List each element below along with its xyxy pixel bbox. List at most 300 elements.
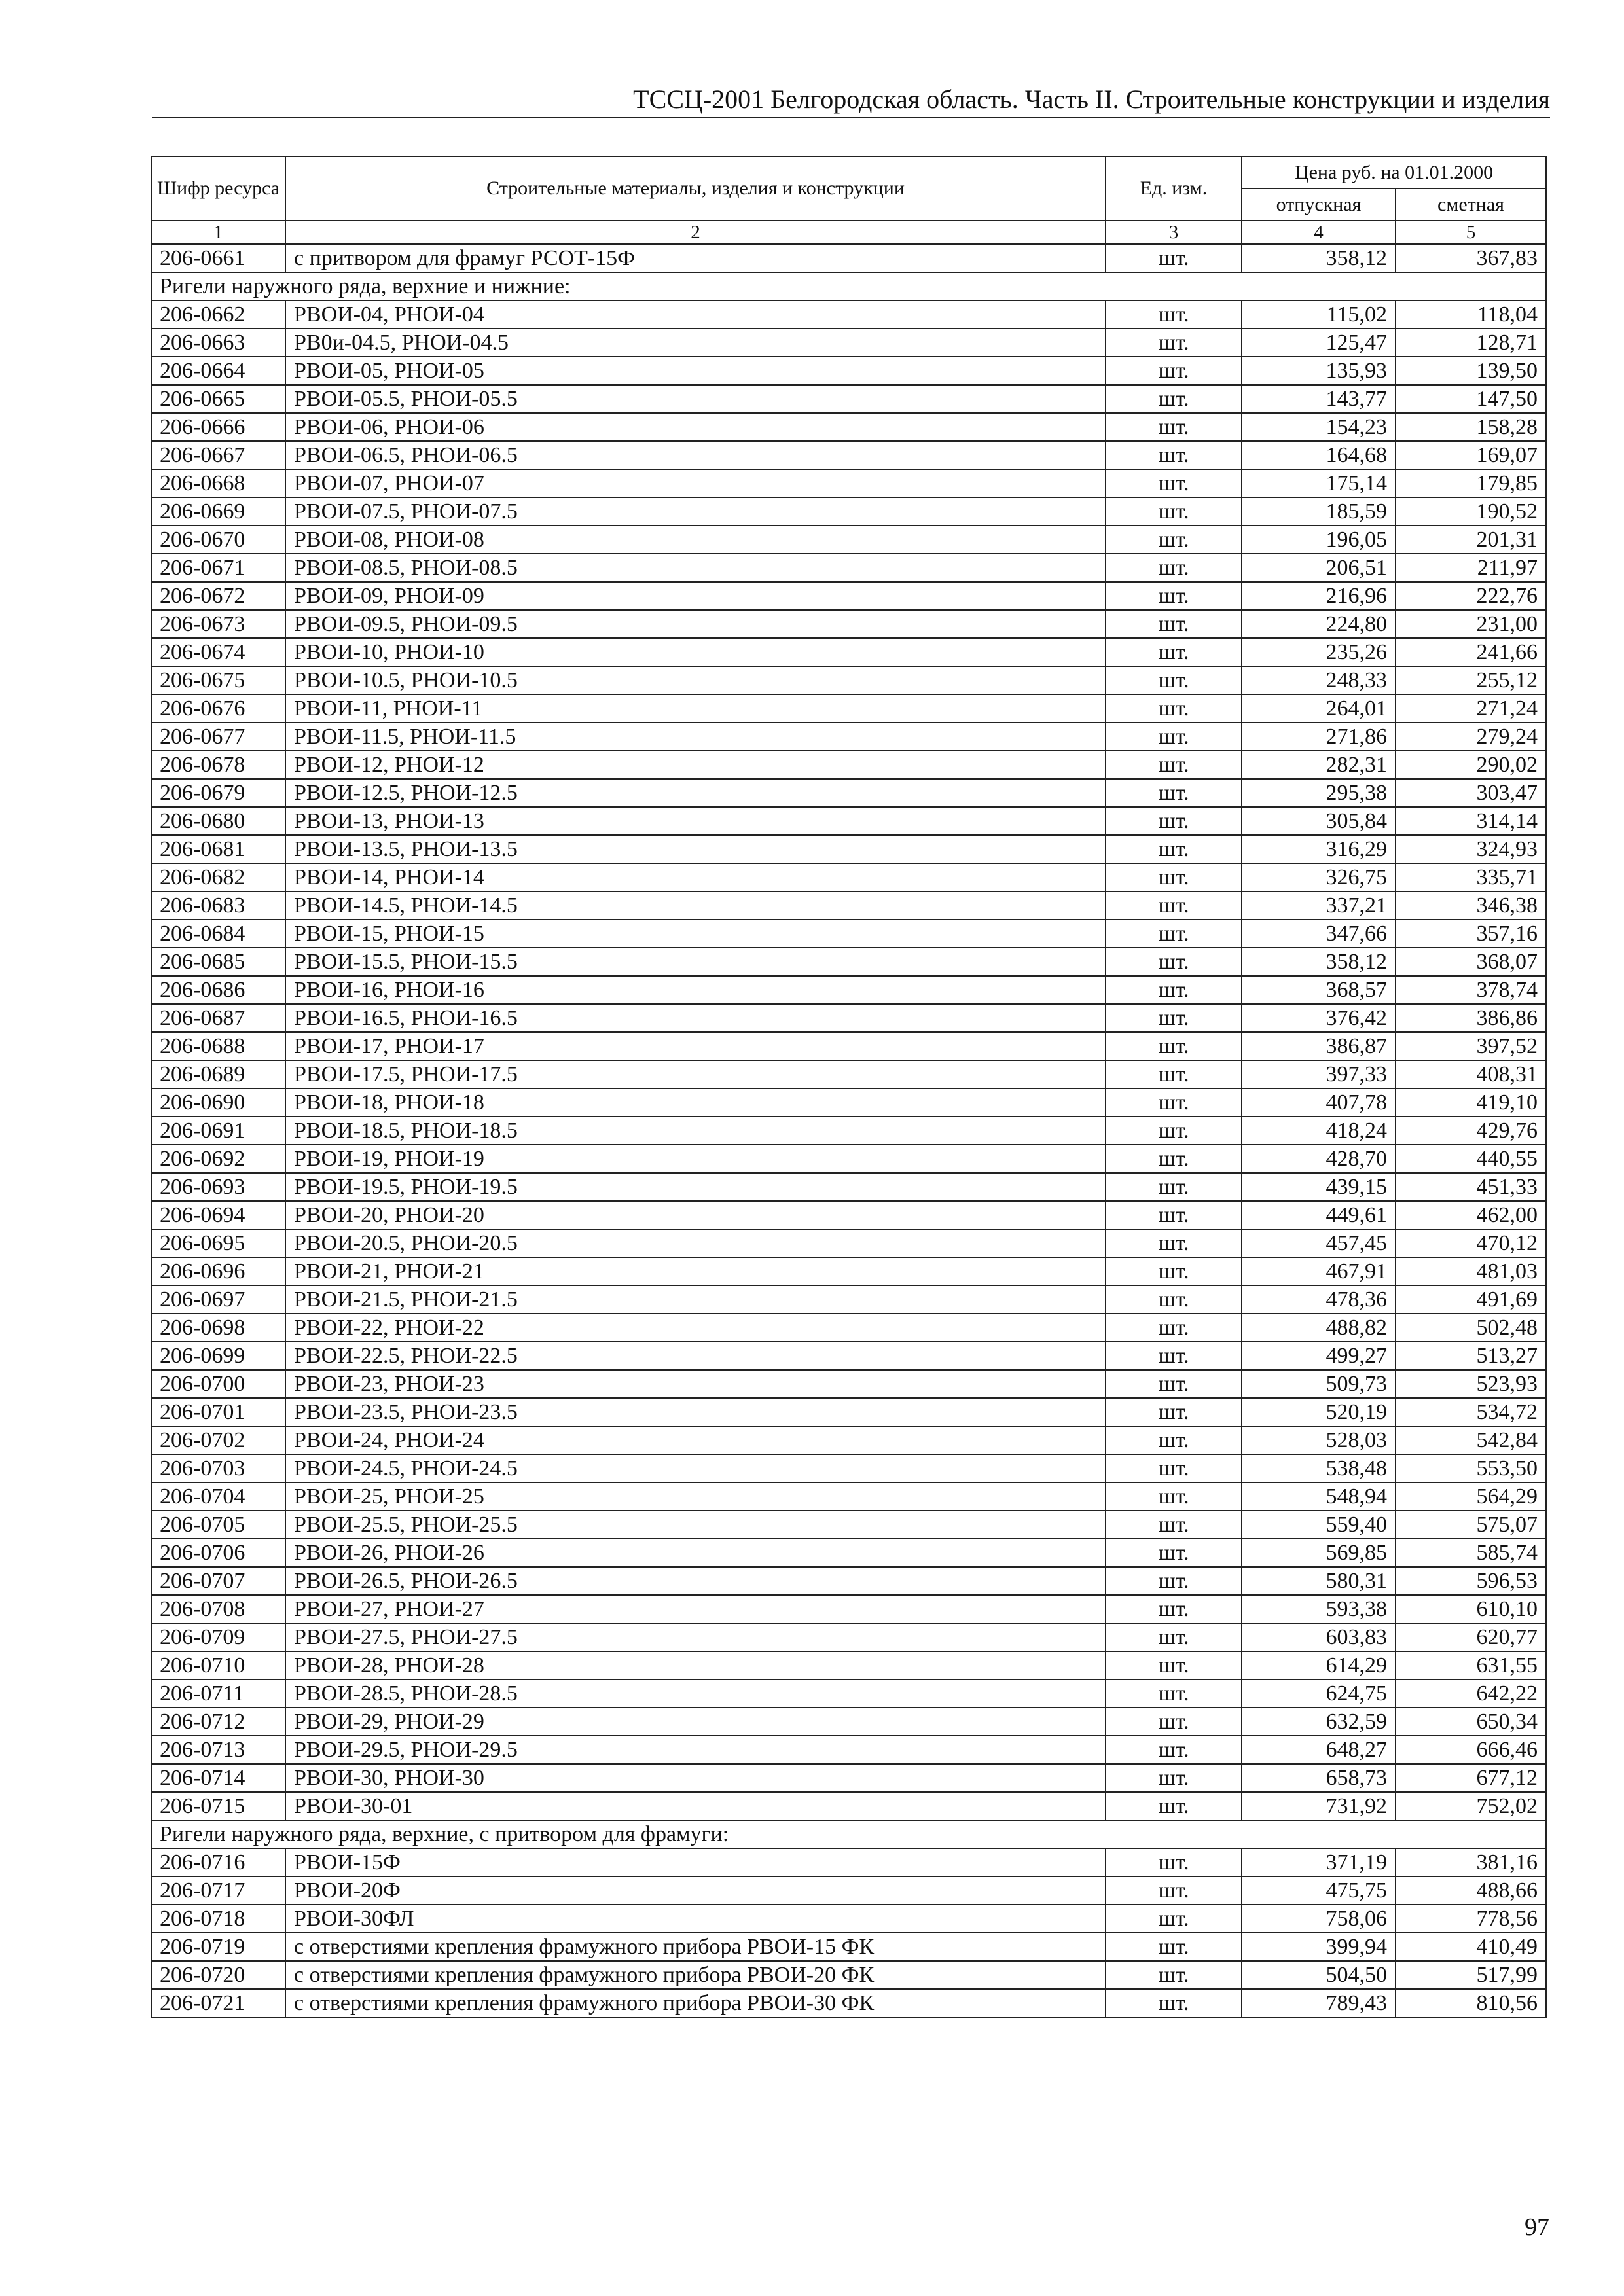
cell-name: РВОИ-29, РНОИ-29	[285, 1708, 1106, 1736]
column-number: 5	[1396, 221, 1546, 244]
cell-name: РВОИ-10, РНОИ-10	[285, 638, 1106, 666]
cell-unit: шт.	[1106, 948, 1242, 976]
cell-unit: шт.	[1106, 1370, 1242, 1398]
table-row	[151, 976, 1546, 1004]
cell-name: РВОИ-19.5, РНОИ-19.5	[285, 1173, 1106, 1201]
table-row	[151, 1848, 1546, 1876]
cell-name: РВОИ-28, РНОИ-28	[285, 1651, 1106, 1679]
cell-estimate-price: 620,77	[1396, 1623, 1546, 1651]
cell-estimate-price: 357,16	[1396, 920, 1546, 948]
cell-release-price: 399,94	[1242, 1933, 1396, 1961]
cell-release-price: 175,14	[1242, 469, 1396, 497]
cell-name: РВОИ-26.5, РНОИ-26.5	[285, 1567, 1106, 1595]
cell-name: РВОИ-24.5, РНОИ-24.5	[285, 1454, 1106, 1482]
cell-code: 206-0705	[151, 1511, 285, 1539]
table-row	[151, 1088, 1546, 1117]
cell-release-price: 386,87	[1242, 1032, 1396, 1060]
cell-release-price: 467,91	[1242, 1257, 1396, 1285]
cell-unit: шт.	[1106, 920, 1242, 948]
rows-group-1	[151, 300, 1546, 1820]
section-row	[151, 272, 1546, 300]
cell-release-price: 295,38	[1242, 779, 1396, 807]
cell-estimate-price: 513,27	[1396, 1342, 1546, 1370]
table-row	[151, 329, 1546, 357]
cell-release-price: 397,33	[1242, 1060, 1396, 1088]
cell-name: с отверстиями крепления фрамужного прибора РВОИ-30 ФК	[285, 1989, 1106, 2017]
cell-estimate-price: 553,50	[1396, 1454, 1546, 1482]
cell-unit: шт.	[1106, 357, 1242, 385]
cell-name: РВОИ-22, РНОИ-22	[285, 1314, 1106, 1342]
cell-release-price: 305,84	[1242, 807, 1396, 835]
cell-release-price: 499,27	[1242, 1342, 1396, 1370]
cell-estimate-price: 147,50	[1396, 385, 1546, 413]
cell-unit: шт.	[1106, 1426, 1242, 1454]
cell-estimate-price: 408,31	[1396, 1060, 1546, 1088]
table-row	[151, 1511, 1546, 1539]
cell-code: 206-0663	[151, 329, 285, 357]
cell-name: РВОИ-06.5, РНОИ-06.5	[285, 441, 1106, 469]
cell-name: РВОИ-13.5, РНОИ-13.5	[285, 835, 1106, 863]
cell-estimate-price: 290,02	[1396, 751, 1546, 779]
cell-unit: шт.	[1106, 1482, 1242, 1511]
cell-unit: шт.	[1106, 1595, 1242, 1623]
cell-code: 206-0686	[151, 976, 285, 1004]
cell-release-price: 154,23	[1242, 413, 1396, 441]
cell-estimate-price: 451,33	[1396, 1173, 1546, 1201]
cell-name: РВОИ-23.5, РНОИ-23.5	[285, 1398, 1106, 1426]
cell-release-price: 528,03	[1242, 1426, 1396, 1454]
table-row	[151, 1342, 1546, 1370]
cell-estimate-price: 190,52	[1396, 497, 1546, 526]
cell-name: РВОИ-12, РНОИ-12	[285, 751, 1106, 779]
table-row	[151, 469, 1546, 497]
cell-release-price: 235,26	[1242, 638, 1396, 666]
cell-release-price: 559,40	[1242, 1511, 1396, 1539]
cell-unit: шт.	[1106, 610, 1242, 638]
cell-unit: шт.	[1106, 1792, 1242, 1820]
cell-release-price: 439,15	[1242, 1173, 1396, 1201]
cell-unit: шт.	[1106, 413, 1242, 441]
cell-code: 206-0702	[151, 1426, 285, 1454]
cell-code: 206-0713	[151, 1736, 285, 1764]
cell-estimate-price: 397,52	[1396, 1032, 1546, 1060]
table-row	[151, 1736, 1546, 1764]
column-number: 2	[285, 221, 1106, 244]
column-number: 4	[1242, 221, 1396, 244]
column-number-row	[151, 221, 1546, 244]
cell-release-price: 196,05	[1242, 526, 1396, 554]
cell-name: РВОИ-21.5, РНОИ-21.5	[285, 1285, 1106, 1314]
cell-code: 206-0684	[151, 920, 285, 948]
cell-estimate-price: 575,07	[1396, 1511, 1546, 1539]
cell-name: РВОИ-15.5, РНОИ-15.5	[285, 948, 1106, 976]
cell-unit: шт.	[1106, 554, 1242, 582]
cell-release-price: 224,80	[1242, 610, 1396, 638]
cell-code: 206-0690	[151, 1088, 285, 1117]
cell-estimate-price: 752,02	[1396, 1792, 1546, 1820]
cell-estimate-price: 222,76	[1396, 582, 1546, 610]
cell-release-price: 358,12	[1242, 948, 1396, 976]
cell-name: РВОИ-16, РНОИ-16	[285, 976, 1106, 1004]
cell-release-price: 569,85	[1242, 1539, 1396, 1567]
cell-name: РВОИ-15Ф	[285, 1848, 1106, 1876]
cell-name: РВОИ-23, РНОИ-23	[285, 1370, 1106, 1398]
cell-code: 206-0668	[151, 469, 285, 497]
cell-release-price: 658,73	[1242, 1764, 1396, 1792]
cell-unit: шт.	[1106, 1004, 1242, 1032]
cell-code: 206-0704	[151, 1482, 285, 1511]
cell-unit: шт.	[1106, 1567, 1242, 1595]
cell-estimate-price: 596,53	[1396, 1567, 1546, 1595]
cell-unit: шт.	[1106, 385, 1242, 413]
table-row	[151, 694, 1546, 723]
cell-name: РВОИ-06, РНОИ-06	[285, 413, 1106, 441]
cell-unit: шт.	[1106, 526, 1242, 554]
cell-unit: шт.	[1106, 1032, 1242, 1060]
cell-release-price: 316,29	[1242, 835, 1396, 863]
cell-release-price: 371,19	[1242, 1848, 1396, 1876]
cell-unit: шт.	[1106, 638, 1242, 666]
cell-estimate-price: 631,55	[1396, 1651, 1546, 1679]
cell-name: РВОИ-09, РНОИ-09	[285, 582, 1106, 610]
cell-release-price: 614,29	[1242, 1651, 1396, 1679]
table-row	[151, 1961, 1546, 1989]
cell-name: РВОИ-17.5, РНОИ-17.5	[285, 1060, 1106, 1088]
cell-estimate-price: 542,84	[1396, 1426, 1546, 1454]
cell-name: с отверстиями крепления фрамужного прибора РВОИ-15 ФК	[285, 1933, 1106, 1961]
cell-estimate-price: 255,12	[1396, 666, 1546, 694]
table-row	[151, 1679, 1546, 1708]
cell-code: 206-0674	[151, 638, 285, 666]
cell-release-price: 206,51	[1242, 554, 1396, 582]
cell-estimate-price: 231,00	[1396, 610, 1546, 638]
cell-name: РВОИ-07.5, РНОИ-07.5	[285, 497, 1106, 526]
price-table-head	[151, 156, 1546, 244]
cell-name: РВОИ-05.5, РНОИ-05.5	[285, 385, 1106, 413]
cell-release-price: 624,75	[1242, 1679, 1396, 1708]
cell-unit: шт.	[1106, 300, 1242, 329]
head-estimate: сметная	[1396, 188, 1546, 221]
cell-code: 206-0689	[151, 1060, 285, 1088]
cell-estimate-price: 179,85	[1396, 469, 1546, 497]
table-row	[151, 1032, 1546, 1060]
cell-estimate-price: 169,07	[1396, 441, 1546, 469]
cell-code: 206-0695	[151, 1229, 285, 1257]
cell-name: РВОИ-16.5, РНОИ-16.5	[285, 1004, 1106, 1032]
cell-release-price: 185,59	[1242, 497, 1396, 526]
section-title: Ригели наружного ряда, верхние, с притвором для фрамуги:	[151, 1820, 1546, 1848]
table-row	[151, 441, 1546, 469]
cell-unit: шт.	[1106, 1623, 1242, 1651]
head-release: отпускная	[1242, 188, 1396, 221]
cell-release-price: 457,45	[1242, 1229, 1396, 1257]
cell-code: 206-0679	[151, 779, 285, 807]
cell-unit: шт.	[1106, 863, 1242, 891]
cell-code: 206-0711	[151, 1679, 285, 1708]
cell-unit: шт.	[1106, 976, 1242, 1004]
cell-release-price: 789,43	[1242, 1989, 1396, 2017]
cell-name: РВОИ-20, РНОИ-20	[285, 1201, 1106, 1229]
cell-name: РВОИ-10.5, РНОИ-10.5	[285, 666, 1106, 694]
cell-release-price: 548,94	[1242, 1482, 1396, 1511]
cell-unit: шт.	[1106, 835, 1242, 863]
cell-estimate-price: 386,86	[1396, 1004, 1546, 1032]
head-price: Цена руб. на 01.01.2000	[1242, 156, 1546, 188]
cell-unit: шт.	[1106, 497, 1242, 526]
cell-release-price: 264,01	[1242, 694, 1396, 723]
cell-name: РВОИ-08.5, РНОИ-08.5	[285, 554, 1106, 582]
page-number: 97	[1525, 2214, 1549, 2241]
cell-estimate-price: 534,72	[1396, 1398, 1546, 1426]
cell-unit: шт.	[1106, 1848, 1242, 1876]
cell-estimate-price: 666,46	[1396, 1736, 1546, 1764]
cell-unit: шт.	[1106, 1285, 1242, 1314]
cell-name: РВОИ-14, РНОИ-14	[285, 863, 1106, 891]
cell-estimate-price: 368,07	[1396, 948, 1546, 976]
cell-name: РВОИ-13, РНОИ-13	[285, 807, 1106, 835]
cell-estimate-price: 419,10	[1396, 1088, 1546, 1117]
cell-unit: шт.	[1106, 1173, 1242, 1201]
cell-unit: шт.	[1106, 1736, 1242, 1764]
cell-name: РВОИ-30-01	[285, 1792, 1106, 1820]
cell-name: РВОИ-20.5, РНОИ-20.5	[285, 1229, 1106, 1257]
cell-estimate-price: 271,24	[1396, 694, 1546, 723]
cell-name: РВОИ-27, РНОИ-27	[285, 1595, 1106, 1623]
table-row	[151, 385, 1546, 413]
cell-unit: шт.	[1106, 1651, 1242, 1679]
cell-name: РВОИ-11.5, РНОИ-11.5	[285, 723, 1106, 751]
cell-code: 206-0697	[151, 1285, 285, 1314]
cell-unit: шт.	[1106, 891, 1242, 920]
table-row	[151, 1314, 1546, 1342]
cell-release-price: 449,61	[1242, 1201, 1396, 1229]
cell-code: 206-0683	[151, 891, 285, 920]
cell-estimate-price: 429,76	[1396, 1117, 1546, 1145]
cell-estimate-price: 241,66	[1396, 638, 1546, 666]
cell-name: РВ0и-04.5, РНОИ-04.5	[285, 329, 1106, 357]
cell-code: 206-0708	[151, 1595, 285, 1623]
table-row	[151, 1145, 1546, 1173]
cell-estimate-price: 462,00	[1396, 1201, 1546, 1229]
cell-name: РВОИ-05, РНОИ-05	[285, 357, 1106, 385]
cell-code: 206-0691	[151, 1117, 285, 1145]
cell-code: 206-0666	[151, 413, 285, 441]
cell-estimate-price: 346,38	[1396, 891, 1546, 920]
cell-code: 206-0667	[151, 441, 285, 469]
table-row	[151, 920, 1546, 948]
table-row	[151, 1257, 1546, 1285]
cell-code: 206-0681	[151, 835, 285, 863]
cell-name: РВОИ-15, РНОИ-15	[285, 920, 1106, 948]
cell-name: РВОИ-04, РНОИ-04	[285, 300, 1106, 329]
cell-unit: шт.	[1106, 779, 1242, 807]
cell-release-price: 504,50	[1242, 1961, 1396, 1989]
cell-unit: шт.	[1106, 1257, 1242, 1285]
cell-unit: шт.	[1106, 1539, 1242, 1567]
table-row	[151, 1567, 1546, 1595]
cell-release-price: 125,47	[1242, 329, 1396, 357]
cell-estimate-price: 367,83	[1396, 244, 1546, 272]
header-rule	[152, 117, 1550, 118]
cell-name: РВОИ-07, РНОИ-07	[285, 469, 1106, 497]
table-row	[151, 638, 1546, 666]
table-row	[151, 1426, 1546, 1454]
cell-code: 206-0696	[151, 1257, 285, 1285]
table-row	[151, 807, 1546, 835]
cell-unit: шт.	[1106, 694, 1242, 723]
cell-name: РВОИ-14.5, РНОИ-14.5	[285, 891, 1106, 920]
cell-code: 206-0675	[151, 666, 285, 694]
head-name: Строительные материалы, изделия и конструкции	[285, 156, 1106, 221]
table-row	[151, 1060, 1546, 1088]
cell-name: РВОИ-20Ф	[285, 1876, 1106, 1905]
table-row	[151, 1229, 1546, 1257]
cell-code: 206-0693	[151, 1173, 285, 1201]
cell-release-price: 418,24	[1242, 1117, 1396, 1145]
cell-unit: шт.	[1106, 1088, 1242, 1117]
table-row	[151, 357, 1546, 385]
cell-release-price: 326,75	[1242, 863, 1396, 891]
table-row	[151, 863, 1546, 891]
cell-code: 206-0703	[151, 1454, 285, 1482]
cell-name: РВОИ-18.5, РНОИ-18.5	[285, 1117, 1106, 1145]
cell-unit: шт.	[1106, 751, 1242, 779]
cell-code: 206-0710	[151, 1651, 285, 1679]
cell-name: РВОИ-28.5, РНОИ-28.5	[285, 1679, 1106, 1708]
table-row	[151, 891, 1546, 920]
table-row	[151, 1876, 1546, 1905]
cell-code: 206-0714	[151, 1764, 285, 1792]
cell-name: РВОИ-30ФЛ	[285, 1905, 1106, 1933]
table-row	[151, 723, 1546, 751]
table-row	[151, 1004, 1546, 1032]
cell-estimate-price: 585,74	[1396, 1539, 1546, 1567]
header-row-top	[151, 156, 1546, 188]
cell-release-price: 632,59	[1242, 1708, 1396, 1736]
cell-code: 206-0712	[151, 1708, 285, 1736]
table-row	[151, 1623, 1546, 1651]
cell-code: 206-0682	[151, 863, 285, 891]
cell-code: 206-0700	[151, 1370, 285, 1398]
head-unit: Ед. изм.	[1106, 156, 1242, 221]
cell-estimate-price: 610,10	[1396, 1595, 1546, 1623]
cell-estimate-price: 314,14	[1396, 807, 1546, 835]
price-table	[151, 156, 1547, 2018]
cell-estimate-price: 211,97	[1396, 554, 1546, 582]
cell-code: 206-0678	[151, 751, 285, 779]
cell-estimate-price: 378,74	[1396, 976, 1546, 1004]
cell-estimate-price: 491,69	[1396, 1285, 1546, 1314]
cell-unit: шт.	[1106, 1708, 1242, 1736]
cell-unit: шт.	[1106, 1933, 1242, 1961]
cell-code: 206-0673	[151, 610, 285, 638]
cell-release-price: 593,38	[1242, 1595, 1396, 1623]
cell-release-price: 407,78	[1242, 1088, 1396, 1117]
cell-estimate-price: 279,24	[1396, 723, 1546, 751]
cell-code: 206-0716	[151, 1848, 285, 1876]
cell-release-price: 248,33	[1242, 666, 1396, 694]
table-row	[151, 1398, 1546, 1426]
cell-estimate-price: 564,29	[1396, 1482, 1546, 1511]
cell-unit: шт.	[1106, 1117, 1242, 1145]
column-number: 1	[151, 221, 285, 244]
table-row	[151, 751, 1546, 779]
table-row	[151, 1764, 1546, 1792]
cell-release-price: 216,96	[1242, 582, 1396, 610]
cell-name: РВОИ-27.5, РНОИ-27.5	[285, 1623, 1106, 1651]
cell-name: РВОИ-12.5, РНОИ-12.5	[285, 779, 1106, 807]
cell-release-price: 337,21	[1242, 891, 1396, 920]
section-row	[151, 1820, 1546, 1848]
table-row	[151, 1173, 1546, 1201]
cell-unit: шт.	[1106, 1201, 1242, 1229]
cell-unit: шт.	[1106, 807, 1242, 835]
cell-estimate-price: 778,56	[1396, 1905, 1546, 1933]
rows-group-2	[151, 1848, 1546, 2017]
cell-name: РВОИ-26, РНОИ-26	[285, 1539, 1106, 1567]
cell-release-price: 488,82	[1242, 1314, 1396, 1342]
table-row	[151, 1933, 1546, 1961]
table-row	[151, 1201, 1546, 1229]
table-row	[151, 244, 1546, 272]
cell-unit: шт.	[1106, 469, 1242, 497]
cell-code: 206-0709	[151, 1623, 285, 1651]
cell-unit: шт.	[1106, 1060, 1242, 1088]
cell-estimate-price: 677,12	[1396, 1764, 1546, 1792]
cell-release-price: 135,93	[1242, 357, 1396, 385]
cell-release-price: 347,66	[1242, 920, 1396, 948]
cell-release-price: 368,57	[1242, 976, 1396, 1004]
section-title: Ригели наружного ряда, верхние и нижние:	[151, 272, 1546, 300]
head-code: Шифр ресурса	[151, 156, 285, 221]
cell-code: 206-0715	[151, 1792, 285, 1820]
section-group-2	[151, 1820, 1546, 1848]
cell-name: РВОИ-25.5, РНОИ-25.5	[285, 1511, 1106, 1539]
cell-unit: шт.	[1106, 582, 1242, 610]
cell-release-price: 731,92	[1242, 1792, 1396, 1820]
cell-estimate-price: 381,16	[1396, 1848, 1546, 1876]
cell-code: 206-0670	[151, 526, 285, 554]
cell-unit: шт.	[1106, 1876, 1242, 1905]
cell-release-price: 509,73	[1242, 1370, 1396, 1398]
cell-estimate-price: 470,12	[1396, 1229, 1546, 1257]
cell-code: 206-0721	[151, 1989, 285, 2017]
cell-release-price: 358,12	[1242, 244, 1396, 272]
cell-estimate-price: 128,71	[1396, 329, 1546, 357]
table-row	[151, 554, 1546, 582]
cell-unit: шт.	[1106, 666, 1242, 694]
cell-code: 206-0719	[151, 1933, 285, 1961]
cell-estimate-price: 523,93	[1396, 1370, 1546, 1398]
cell-unit: шт.	[1106, 723, 1242, 751]
cell-unit: шт.	[1106, 1905, 1242, 1933]
cell-code: 206-0669	[151, 497, 285, 526]
cell-code: 206-0665	[151, 385, 285, 413]
cell-unit: шт.	[1106, 1342, 1242, 1370]
cell-name: РВОИ-30, РНОИ-30	[285, 1764, 1106, 1792]
cell-release-price: 376,42	[1242, 1004, 1396, 1032]
cell-name: РВОИ-25, РНОИ-25	[285, 1482, 1106, 1511]
cell-code: 206-0717	[151, 1876, 285, 1905]
cell-code: 206-0699	[151, 1342, 285, 1370]
table-row	[151, 1117, 1546, 1145]
cell-name: РВОИ-08, РНОИ-08	[285, 526, 1106, 554]
cell-code: 206-0692	[151, 1145, 285, 1173]
cell-estimate-price: 303,47	[1396, 779, 1546, 807]
cell-name: РВОИ-19, РНОИ-19	[285, 1145, 1106, 1173]
cell-unit: шт.	[1106, 1764, 1242, 1792]
cell-code: 206-0687	[151, 1004, 285, 1032]
